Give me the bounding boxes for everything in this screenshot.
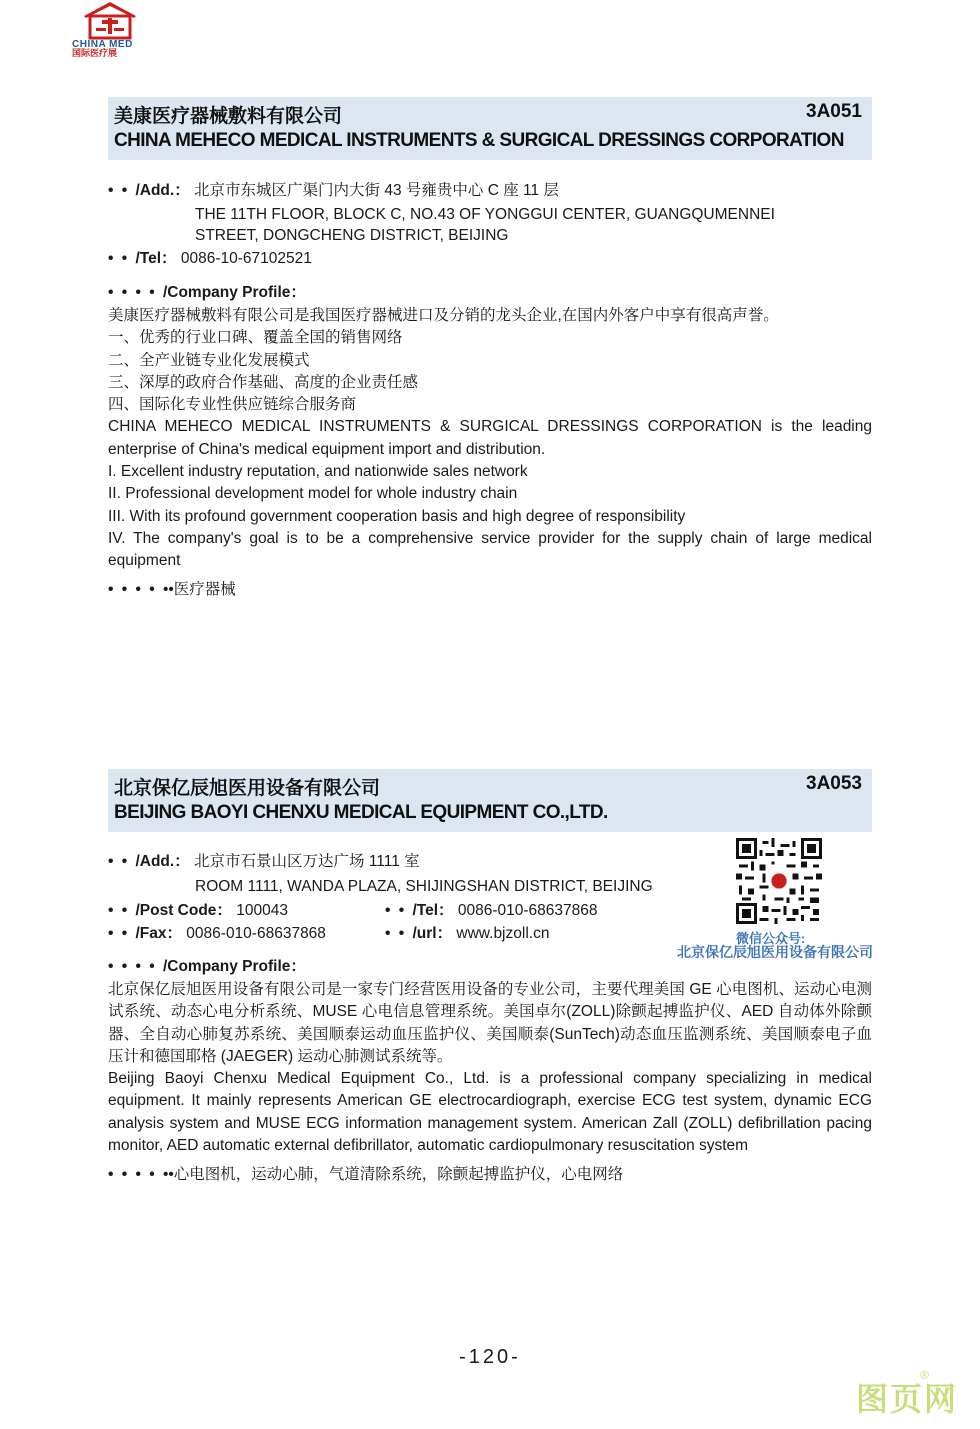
bullet-dots: • • • • <box>108 284 163 301</box>
profile-heading <box>108 957 306 977</box>
address-row <box>108 852 420 872</box>
page-number: -120- <box>459 1346 521 1368</box>
wechat-account-name: 北京保亿辰旭医用设备有限公司 <box>677 944 873 960</box>
company-name-cn: 美康医疗器械敷料有限公司 <box>114 106 343 127</box>
tel-row <box>385 901 597 921</box>
bullet-dots: • • • • <box>108 581 163 598</box>
address-label: /Add.： <box>135 182 190 199</box>
qr-code-icon <box>736 838 822 924</box>
company-header-band <box>108 97 872 160</box>
profile-heading <box>108 283 306 303</box>
profile-paragraph: 三、深厚的政府合作基础、高度的企业责任感 <box>108 373 419 391</box>
products-row <box>108 580 236 600</box>
fax-label: /Fax： <box>135 925 182 942</box>
address-cn: 北京市东城区广渠门内大街 43 号雍贵中心 C 座 11 层 <box>194 182 559 199</box>
address-cn: 北京市石景山区万达广场 1111 室 <box>194 853 420 870</box>
company-header-band <box>108 769 872 832</box>
products-text: ••医疗器械 <box>162 581 236 598</box>
address-label: /Add.： <box>135 853 190 870</box>
bullet-dots: • • <box>108 250 136 267</box>
bullet-dots: • • <box>108 853 136 870</box>
bullet-dots: • • <box>108 925 136 942</box>
booth-number: 3A051 <box>806 101 862 122</box>
company-name-en: CHINA MEHECO MEDICAL INSTRUMENTS & SURGICAL DRESSINGS CORPORATION <box>114 130 844 151</box>
tel-row <box>108 249 312 269</box>
address-en-line-2: STREET, DONGCHENG DISTRICT, BEIJING <box>195 227 509 244</box>
profile-paragraph: 四、国际化专业性供应链综合服务商 <box>108 396 357 414</box>
bullet-dots: • • <box>108 182 136 199</box>
profile-paragraph: 美康医疗器械敷料有限公司是我国医疗器械进口及分销的龙头企业,在国内外客户中享有很高声誉。 <box>108 307 779 324</box>
bullet-dots: • • <box>385 902 413 919</box>
tel-value: 0086-10-67102521 <box>180 250 312 267</box>
profile-paragraph: II. Professional development model for whole industry chain <box>108 485 518 503</box>
company-name-cn: 北京保亿辰旭医用设备有限公司 <box>114 778 381 799</box>
profile-paragraph-en: Beijing Baoyi Chenxu Medical Equipment Co., Ltd. is a professional company specializing in medical equipment. It mainly represents American GE electrocardiograph, exercise ECG test system, dynamic ECG analysis system and MUSE ECG information management system. American Zall (ZOLL) defibrillation pacing monitor, AED automatic external defibrillator, automatic cardiopulmonary resuscitation system <box>108 1070 872 1155</box>
booth-number: 3A053 <box>806 773 862 794</box>
fax-value: 0086-010-68637868 <box>186 925 326 942</box>
tel-value: 0086-010-68637868 <box>457 902 598 919</box>
address-en-line-1: THE 11TH FLOOR, BLOCK C, NO.43 OF YONGGUI CENTER, GUANGQUMENNEI <box>195 206 775 223</box>
profile-label: /Company Profile： <box>162 958 306 975</box>
url-link[interactable]: www.bjzoll.cn <box>456 925 550 942</box>
bullet-dots: • • <box>385 925 413 942</box>
products-row <box>108 1165 623 1185</box>
wechat-label: 微信公众号: <box>736 931 806 946</box>
fax-row <box>108 924 326 944</box>
logo-text-cn: 国际医疗展 <box>72 48 118 58</box>
watermark-registered-mark: ® <box>920 1368 929 1382</box>
profile-label: /Company Profile： <box>162 284 306 301</box>
logo-text-en: CHINA MED <box>72 39 133 50</box>
company-profile <box>108 305 872 573</box>
url-row <box>385 924 549 944</box>
profile-paragraph: III. With its profound government cooperation basis and high degree of responsibility <box>108 507 686 525</box>
address-en-line-1: ROOM 1111, WANDA PLAZA, SHIJINGSHAN DISTRICT, BEIJING <box>195 878 653 895</box>
tel-label: /Tel： <box>135 250 177 267</box>
company-name-en: BEIJING BAOYI CHENXU MEDICAL EQUIPMENT CO.,LTD. <box>114 802 608 823</box>
profile-paragraph: 二、全产业链专业化发展模式 <box>108 351 310 369</box>
profile-paragraph: CHINA MEHECO MEDICAL INSTRUMENTS & SURGICAL DRESSINGS CORPORATION is the leading enterprise of China's medical equipment import and distribution. <box>108 418 872 458</box>
bullet-dots: • • • • <box>108 958 163 975</box>
address-row <box>108 181 559 201</box>
tel-label: /Tel： <box>412 902 454 919</box>
profile-paragraph-cn: 北京保亿辰旭医用设备有限公司是一家专门经营医用设备的专业公司，主要代理美国 GE 心电图机、运动心电测试系统、动态心电分析系统、MUSE 心电信息管理系统。美国卓尔(ZOLL)除颤起搏监护仪、AED 自动体外除颤器、全自动心肺复苏系统、美国顺泰运动血压监护仪、美国顺泰(SunTech)动态血压监测系统、美国顺泰电子血压计和德国耶格 (JAEGER) 运动心肺测试系统等。 <box>108 981 872 1065</box>
profile-paragraph: 一、优秀的行业口碑、覆盖全国的销售网络 <box>108 329 403 347</box>
url-label: /url： <box>412 925 453 942</box>
company-profile <box>108 979 872 1157</box>
bullet-dots: • • • • <box>108 1166 163 1183</box>
profile-paragraph: IV. The company's goal is to be a comprehensive service provider for the supply chain of large medical equipment <box>108 529 872 570</box>
profile-paragraph: I. Excellent industry reputation, and nationwide sales network <box>108 463 528 481</box>
postcode-label: /Post Code： <box>135 902 232 919</box>
bullet-dots: • • <box>108 902 136 919</box>
watermark: 图页网 <box>856 1381 959 1417</box>
products-text: ••心电图机，运动心肺，气道清除系统，除颤起搏监护仪，心电网络 <box>162 1166 624 1183</box>
postcode-row <box>108 901 288 921</box>
postcode-value: 100043 <box>236 902 288 919</box>
